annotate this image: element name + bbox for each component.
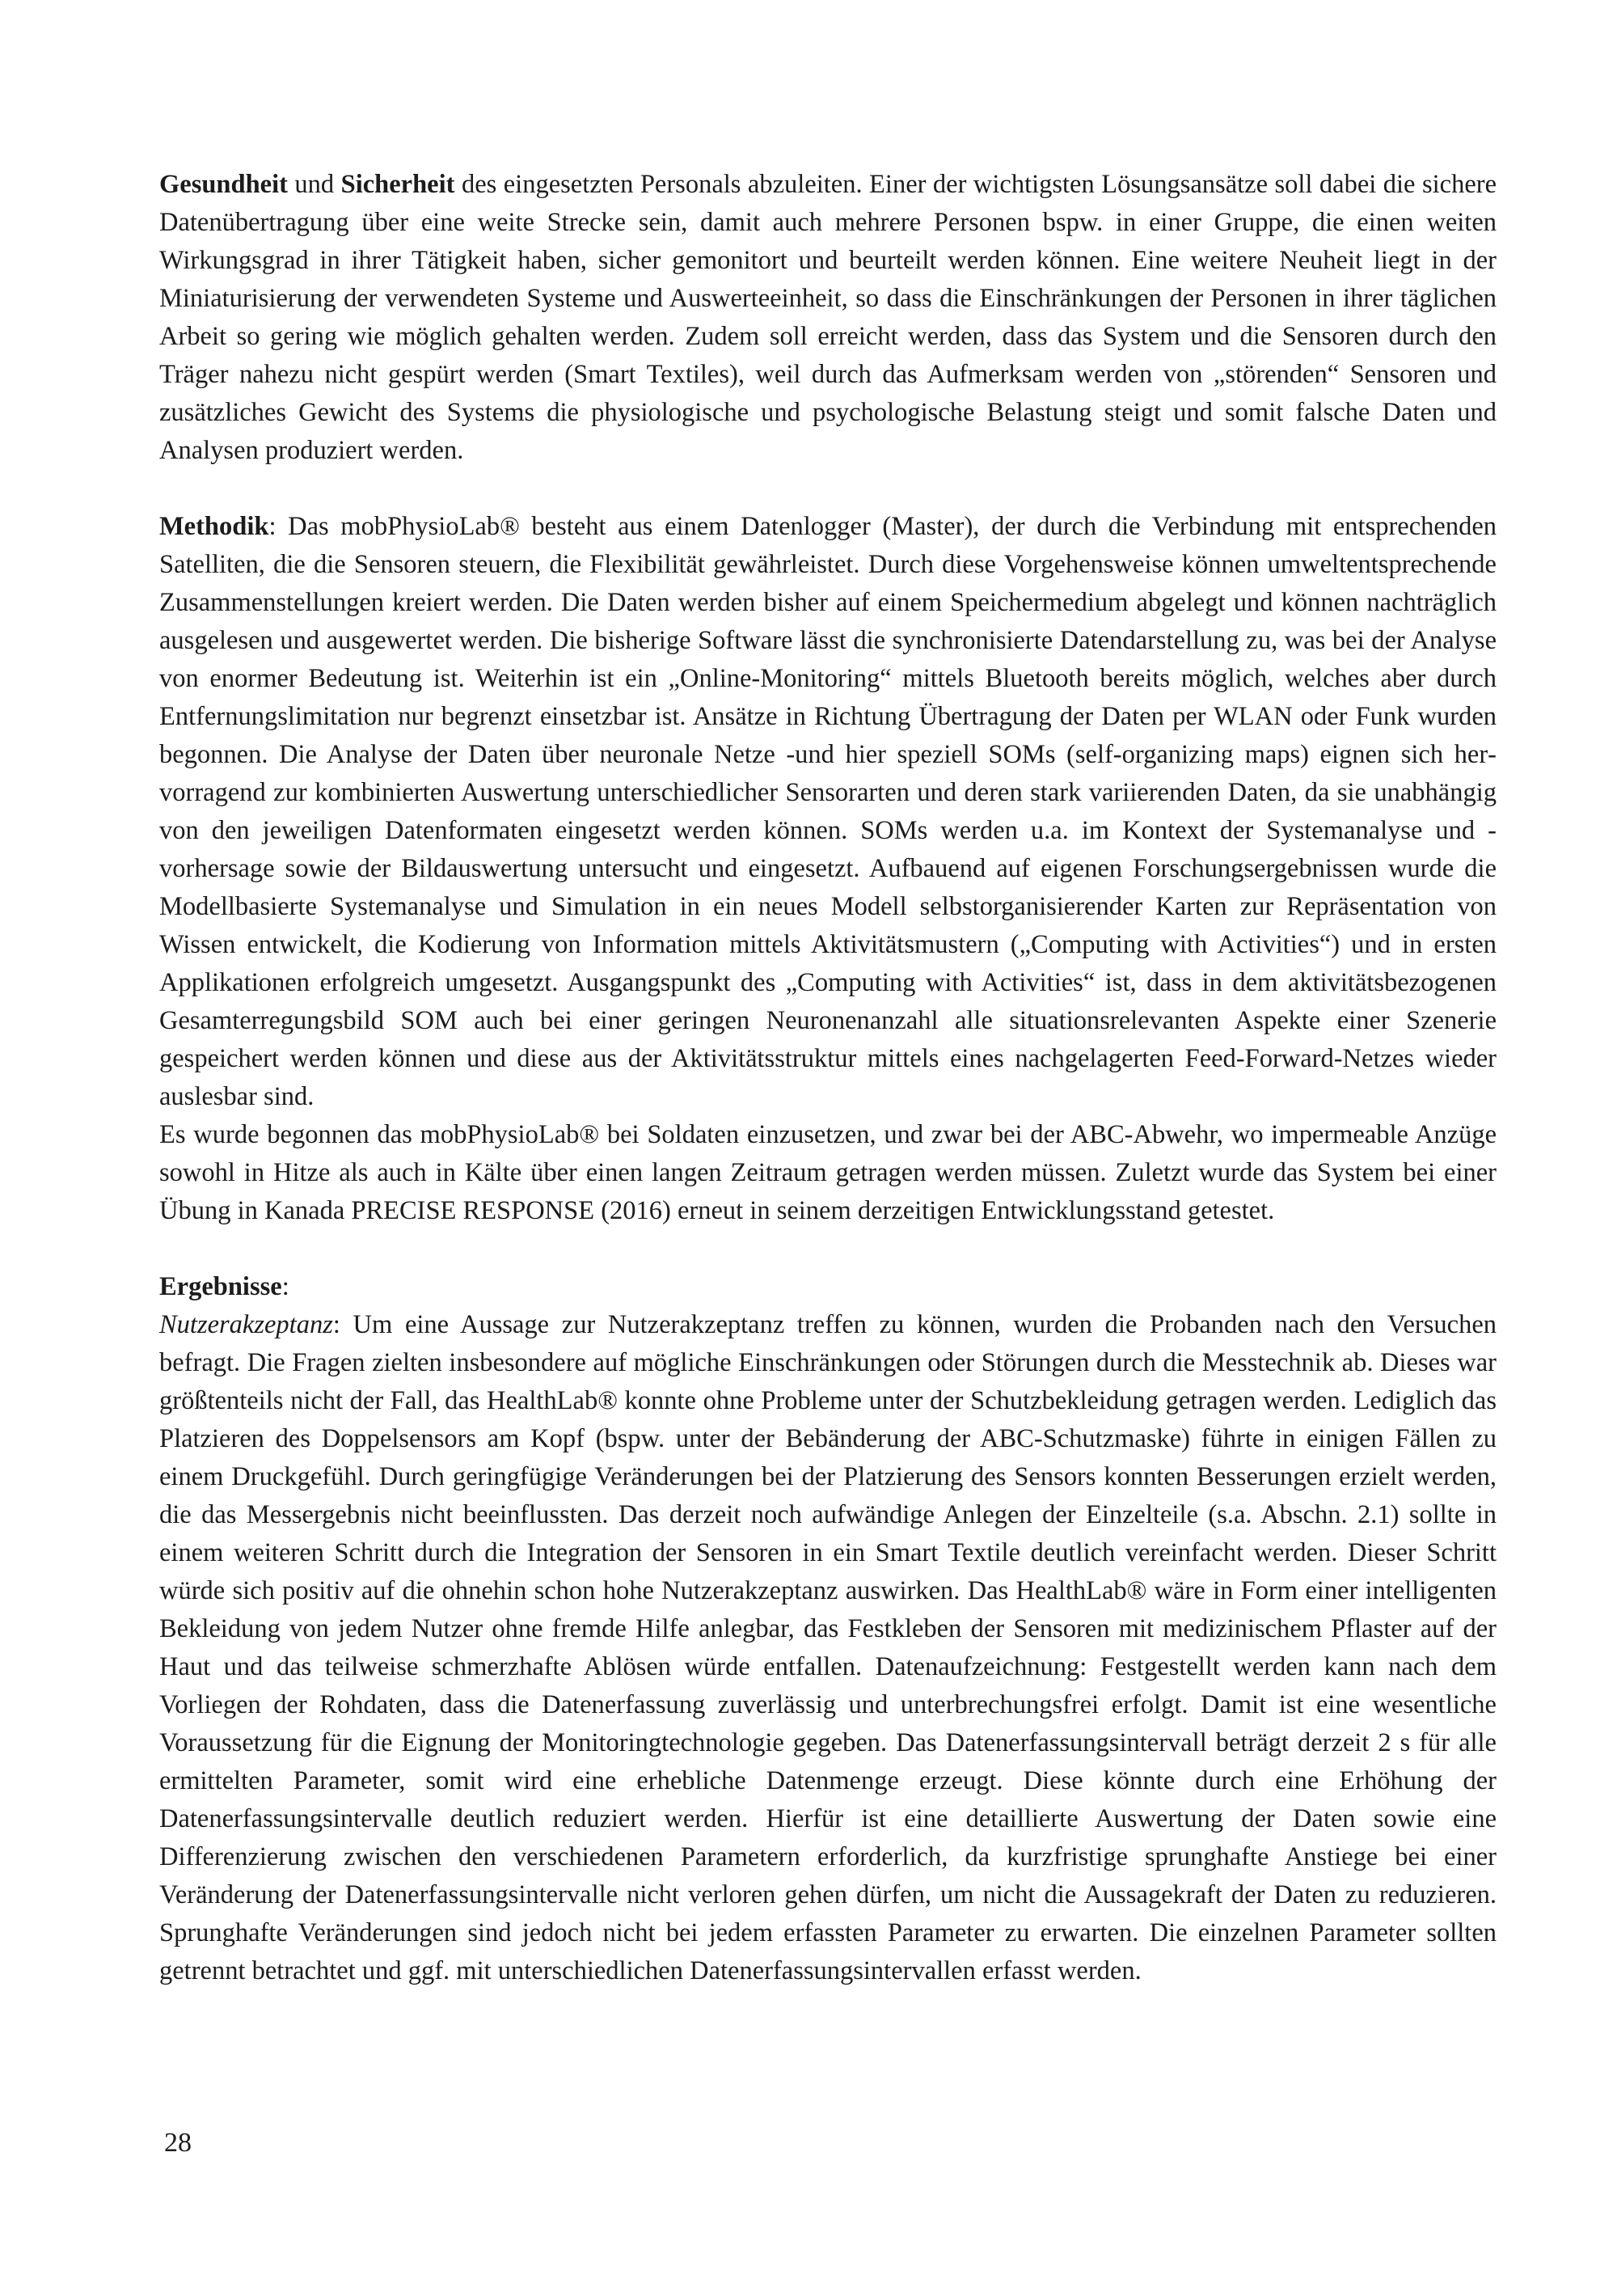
term-safety: Sicherheit <box>340 170 455 199</box>
ergebnisse-heading: Ergebnisse <box>159 1272 282 1301</box>
ergebnisse-heading-line <box>159 1268 1497 1306</box>
page-body <box>159 166 1497 1990</box>
intro-paragraph <box>159 166 1497 470</box>
methodik-paragraph-2 <box>159 1116 1497 1230</box>
methodik-paragraph <box>159 508 1497 1116</box>
intro-text: des eingesetzten Personals abzuleiten. Einer der wichtigsten Lösungsansätze soll dabei die sichere Datenübertragung über eine weite Strecke sein, damit auch mehrere Personen bspw. in einer Gruppe, die einen weiten Wirkungsgrad in ihrer Tätigkeit haben, sicher gemonitort und beurteilt werden können. Eine weitere Neuheit liegt in der Miniaturisierung der verwendeten Systeme und Auswerteeinheit, so dass die Einschränkungen der Personen in ihrer täglichen Arbeit so gering wie möglich gehalten werden. Zudem soll erreicht werden, dass das System und die Sensoren durch den Träger nahezu nicht gespürt werden (Smart Textiles), weil durch das Aufmerksam werden von „störenden“ Sensoren und zusätzliches Gewicht des Systems die physiologische und psychologische Belastung steigt und somit falsche Daten und Analysen produziert werden. <box>159 170 1497 465</box>
methodik-heading: Methodik <box>159 512 269 541</box>
page-number: 28 <box>164 2128 192 2158</box>
ergebnisse-text: : Um eine Aussage zur Nutzerakzeptanz treffen zu können, wurden die Probanden nach den Versuchen befragt. Die Fragen zielten insbesondere auf mögliche Einschränkungen oder Störungen durch die Messtechnik ab. Dieses war größtenteils nicht der Fall, das HealthLab® konnte ohne Probleme unter der Schutzbekleidung getragen werden. Lediglich das Platzieren des Doppelsensors am Kopf (bspw. unter der Bebänderung der ABC-Schutzmaske) führte in einigen Fällen zu einem Druckgefühl. Durch geringfügige Veränderungen bei der Platzierung des Sensors konnten Besserungen erzielt werden, die das Messergebnis nicht beeinflussten. Das derzeit noch aufwändige Anlegen der Einzelteile (s.a. Abschn. 2.1) sollte in einem weiteren Schritt durch die Integration der Sensoren in ein Smart Textile deutlich vereinfacht werden. Dieser Schritt würde sich positiv auf die ohnehin schon hohe Nutzerakzeptanz auswirken. Das HealthLab® wäre in Form einer intelligenten Bekleidung von jedem Nutzer ohne fremde Hilfe anlegbar, das Festkleben der Sensoren mit medizinischem Pflaster auf der Haut und das teilweise schmerzhafte Ablösen würde entfallen. Datenaufzeichnung: Festgestellt werden kann nach dem Vorliegen der Rohdaten, dass die Datenerfassung zuverlässig und unterbrechungsfrei erfolgt. Damit ist eine wesentliche Voraussetzung für die Eignung der Monitoringtechnologie gegeben. Das Datenerfassungsintervall beträgt derzeit 2 s für alle ermittelten Parameter, somit wird eine erhebliche Datenmenge erzeugt. Diese könnte durch eine Erhöhung der Datenerfassungsintervalle deutlich reduziert werden. Hierfür ist eine detaillierte Auswertung der Daten sowie eine Differenzierung zwischen den verschiedenen Parametern erforderlich, da kurzfristige sprunghafte Anstiege bei einer Veränderung der Datenerfassungsintervalle nicht verloren gehen dürfen, um nicht die Aussagekraft der Daten zu reduzieren. Sprunghafte Veränderungen sind jedoch nicht bei jedem erfassten Parameter zu erwarten. Die einzelnen Parameter sollten getrennt betrachtet und ggf. mit unterschiedlichen Datenerfassungsintervallen erfasst werden. <box>159 1310 1497 1985</box>
term-health: Gesundheit <box>159 170 288 199</box>
ergebnisse-colon: : <box>281 1272 289 1301</box>
methodik-text: : Das mobPhysioLab® besteht aus einem Datenlogger (Master), der durch die Verbindung mit entsprechenden Satelliten, die die Sensoren steuern, die Flexibilität gewährleistet. Durch diese Vorgehensweise können umweltentsprechende Zusammenstellungen kreiert werden. Die Daten werden bisher auf einem Speichermedium abgelegt und können nachträglich ausgelesen und ausgewertet werden. Die bisherige Software lässt die synchronisierte Datendarstellung zu, was bei der Analyse von enormer Bedeutung ist. Weiterhin ist ein „Online-Monitoring“ mittels Bluetooth bereits möglich, welches aber durch Entfernungslimitation nur begrenzt einsetzbar ist. Ansätze in Richtung Übertragung der Daten per WLAN oder Funk wurden begonnen. Die Analyse der Daten über neuronale Netze -und hier speziell SOMs (self-organizing maps) eignen sich hervorragend zur kombinierten Auswertung unterschiedlicher Sensorarten und deren stark variierenden Daten, da sie unabhängig von den jeweiligen Datenformaten eingesetzt werden können. SOMs werden u.a. im Kontext der Systemanalyse und -vorhersage sowie der Bildauswertung untersucht und eingesetzt. Aufbauend auf eigenen Forschungsergebnissen wurde die Modellbasierte Systemanalyse und Simulation in ein neues Modell selbstorganisierender Karten zur Repräsentation von Wissen entwickelt, die Kodierung von Information mittels Aktivitätsmustern („Computing with Activities“) und in ersten Applikationen erfolgreich umgesetzt. Ausgangspunkt des „Computing with Activities“ ist, dass in dem aktivitätsbezogenen Gesamterregungsbild SOM auch bei einer geringen Neuronenanzahl alle situationsrelevanten Aspekte einer Szenerie gespeichert werden können und diese aus der Aktivitätsstruktur mittels eines nachgelagerten Feed-Forward-Netzes wieder auslesbar sind. <box>159 512 1497 1111</box>
nutzerakzeptanz-subheading: Nutzerakzeptanz <box>159 1310 333 1339</box>
intro-and: und <box>287 170 341 199</box>
methodik-text-2: Es wurde begonnen das mobPhysioLab® bei Soldaten einzusetzen, und zwar bei der ABC-Abwehr, wo impermeable Anzüge sowohl in Hitze als auch in Kälte über einen langen Zeitraum getragen werden müssen. Zuletzt wurde das System bei einer Übung in Kanada PRECISE RESPONSE (2016) erneut in seinem derzeitigen Entwicklungsstand getestet. <box>159 1120 1497 1225</box>
ergebnisse-paragraph <box>159 1306 1497 1990</box>
